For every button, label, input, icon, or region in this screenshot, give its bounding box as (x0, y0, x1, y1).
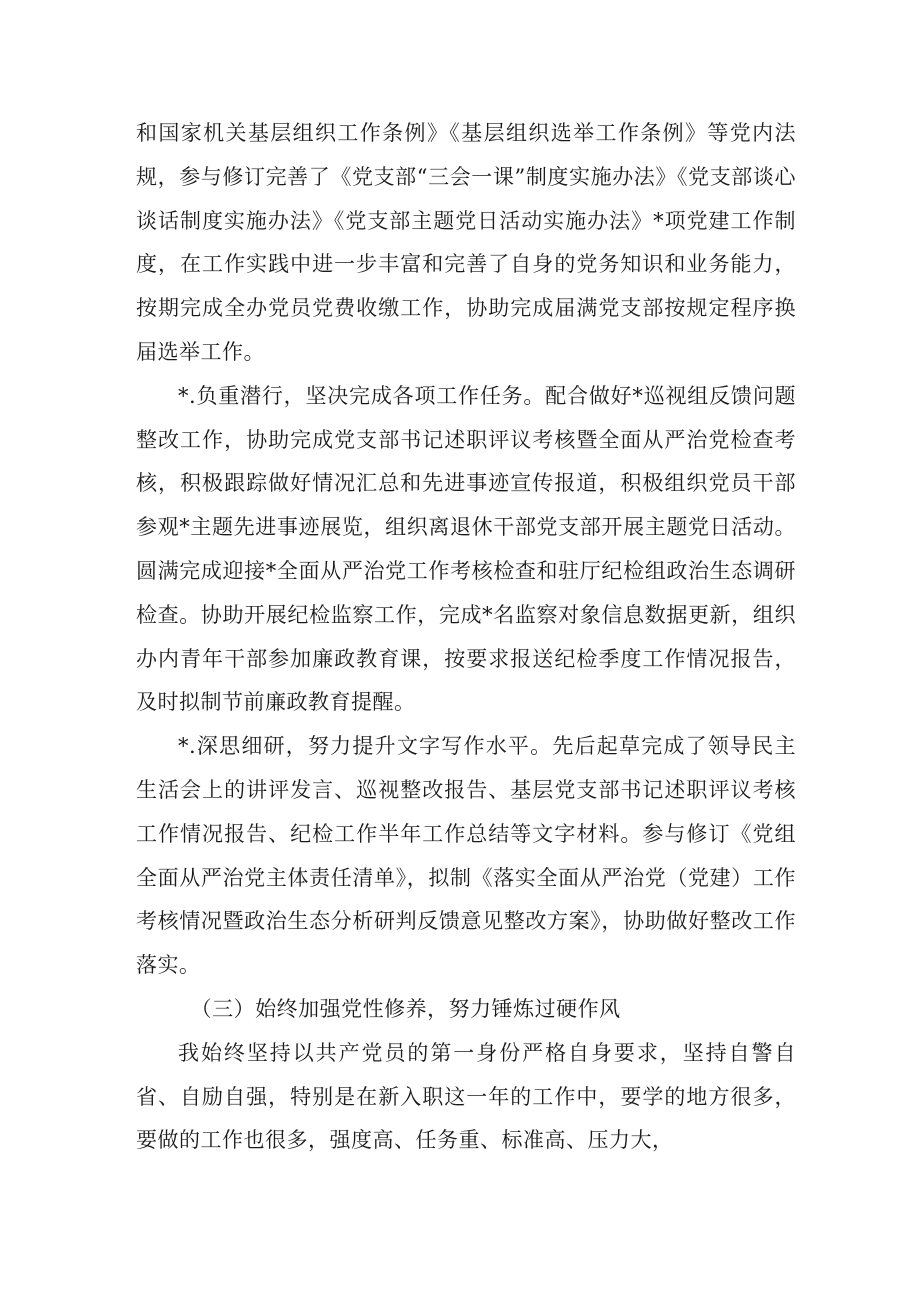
document-body (136, 112, 796, 1163)
section-heading: （三）始终加强党性修养，努力锤炼过硬作风 (190, 996, 621, 1021)
paragraph-party-spirit: 我始终坚持以共产党员的第一身份严格自身要求，坚持自警自省、自励自强，特别是在新入职这一年的工作中，要学的地方很多，要做的工作也很多，强度高、任务重、标准高、压力大， (136, 1040, 796, 1153)
paragraph-continued: 和国家机关基层组织工作条例》《基层组织选举工作条例》等党内法规，参与修订完善了《党支部“三会一课”制度实施办法》《党支部谈心谈话制度实施办法》《党支部主题党日活动实施办法》*项党建工作制度，在工作实践中进一步丰富和完善了自身的党务知识和业务能力，按期完成全办党员党费收缴工作，协助完成届满党支部按规定程序换届选举工作。 (136, 121, 796, 364)
paragraph-writing-skills: *.深思细研，努力提升文字写作水平。先后起草完成了领导民主生活会上的讲评发言、巡视整改报告、基层党支部书记述职评议考核工作情况报告、纪检工作半年工作总结等文字材料。参与修订《党组全面从严治党主体责任清单》，拟制《落实全面从严治党（党建）工作考核情况暨政治生态分析研判反馈意见整改方案》，协助做好整改工作落实。 (136, 734, 796, 978)
paragraph-task-completion: *.负重潜行，坚决完成各项工作任务。配合做好*巡视组反馈问题整改工作，协助完成党支部书记述职评议考核暨全面从严治党检查考核，积极跟踪做好情况汇总和先进事迹宣传报道，积极组织党员干部参观*主题先进事迹展览，组织离退休干部党支部开展主题党日活动。圆满完成迎接*全面从严治党工作考核检查和驻厅纪检组政治生态调研检查。协助开展纪检监察工作，完成*名监察对象信息数据更新，组织办内青年干部参加廉政教育课，按要求报送纪检季度工作情况报告，及时拟制节前廉政教育提醒。 (136, 383, 796, 715)
